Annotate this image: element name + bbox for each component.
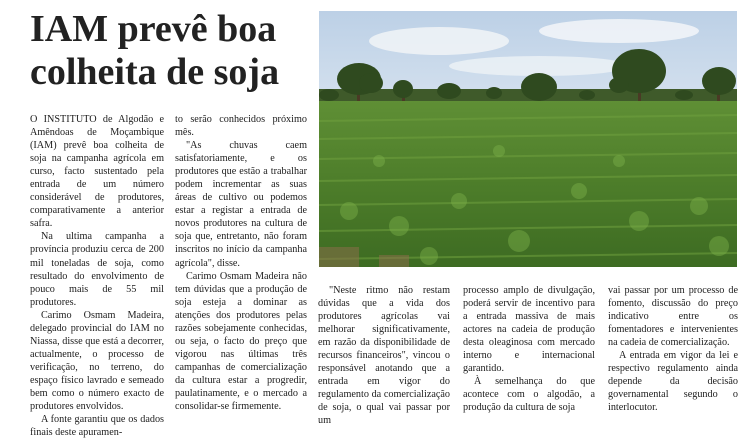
article-column-2 bbox=[175, 113, 307, 413]
paragraph: Carimo Osmam Madeira não tem dúvidas que a produção de soja esteja a dominar as atenções dos produtores pelas razões sobejamente conhecidas, ou seja, o facto do preço que vigorou nas últimas três campanhas de comercialização da cultura estar a progredir, paulatinamente, e o mercado a consolidar-se firmemente. bbox=[175, 270, 307, 413]
paragraph: O INSTITUTO de Algodão e Amêndoas de Moçambique (IAM) prevê boa colheita de soja na campanha agrícola em curso, facto sustentado pela entrada de um número considerável de produtores, comparativamente a anterior safra. bbox=[30, 114, 164, 230]
paragraph: vai passar por um processo de fomento, discussão do preço indicativo entre os fomentadores e intervenientes na cadeia de comercialização. bbox=[608, 285, 738, 349]
paragraph: À semelhança do que acontece com o algodão, a produção da cultura de soja bbox=[463, 376, 595, 414]
paragraph: processo amplo de divulgação, poderá servir de incentivo para a entrada massiva de mais actores na cadeia de produção desta oleaginosa com mercado interno e internacional garantido. bbox=[463, 285, 595, 375]
paragraph: Carimo Osmam Madeira, delegado provincial do IAM no Niassa, disse que está a decorrer, actualmente, o processo de verificação, no terreno, do espaço físico lavrado e semeado bem como o número exacto de produtores envolvidos. bbox=[30, 309, 164, 413]
paragraph: "As chuvas caem satisfatoriamente, e os produtores que estão a trabalhar podem incrementar as suas áreas de cultivo ou podemos estar a registar a entrada de novos produtores na cultura de soja que, entretanto, não foram inscritos no início da campanha agrícola", disse. bbox=[175, 140, 307, 269]
article-column-5 bbox=[608, 284, 738, 414]
paragraph: "Neste ritmo não restam dúvidas que a vida dos produtores agrícolas vai melhorar significativamente, em razão da disponibilidade de recursos financeiros", vincou o responsável anotando que a entrada em vigor do regulamento da comercialização de soja, o qual vai passar por um bbox=[318, 285, 450, 427]
headline-line-1: IAM prevê boa bbox=[30, 8, 277, 50]
paragraph: A entrada em vigor da lei e respectivo regulamento ainda depende da decisão governamental segundo o interlocutor. bbox=[608, 350, 738, 414]
article-headline bbox=[30, 8, 315, 94]
paragraph: to serão conhecidos próximo mês. bbox=[175, 114, 307, 139]
article-column-1 bbox=[30, 113, 164, 439]
article-column-3 bbox=[318, 284, 450, 428]
paragraph: A fonte garantiu que os dados finais deste apuramen- bbox=[30, 414, 164, 439]
paragraph: Na ultima campanha a província produziu cerca de 200 mil toneladas de soja, como resultado do envolvimento de pouco mais de 55 mil produtores. bbox=[30, 231, 164, 308]
soybean-field-photo bbox=[319, 11, 737, 267]
article-column-4 bbox=[463, 284, 595, 414]
headline-line-2: colheita de soja bbox=[30, 51, 280, 93]
